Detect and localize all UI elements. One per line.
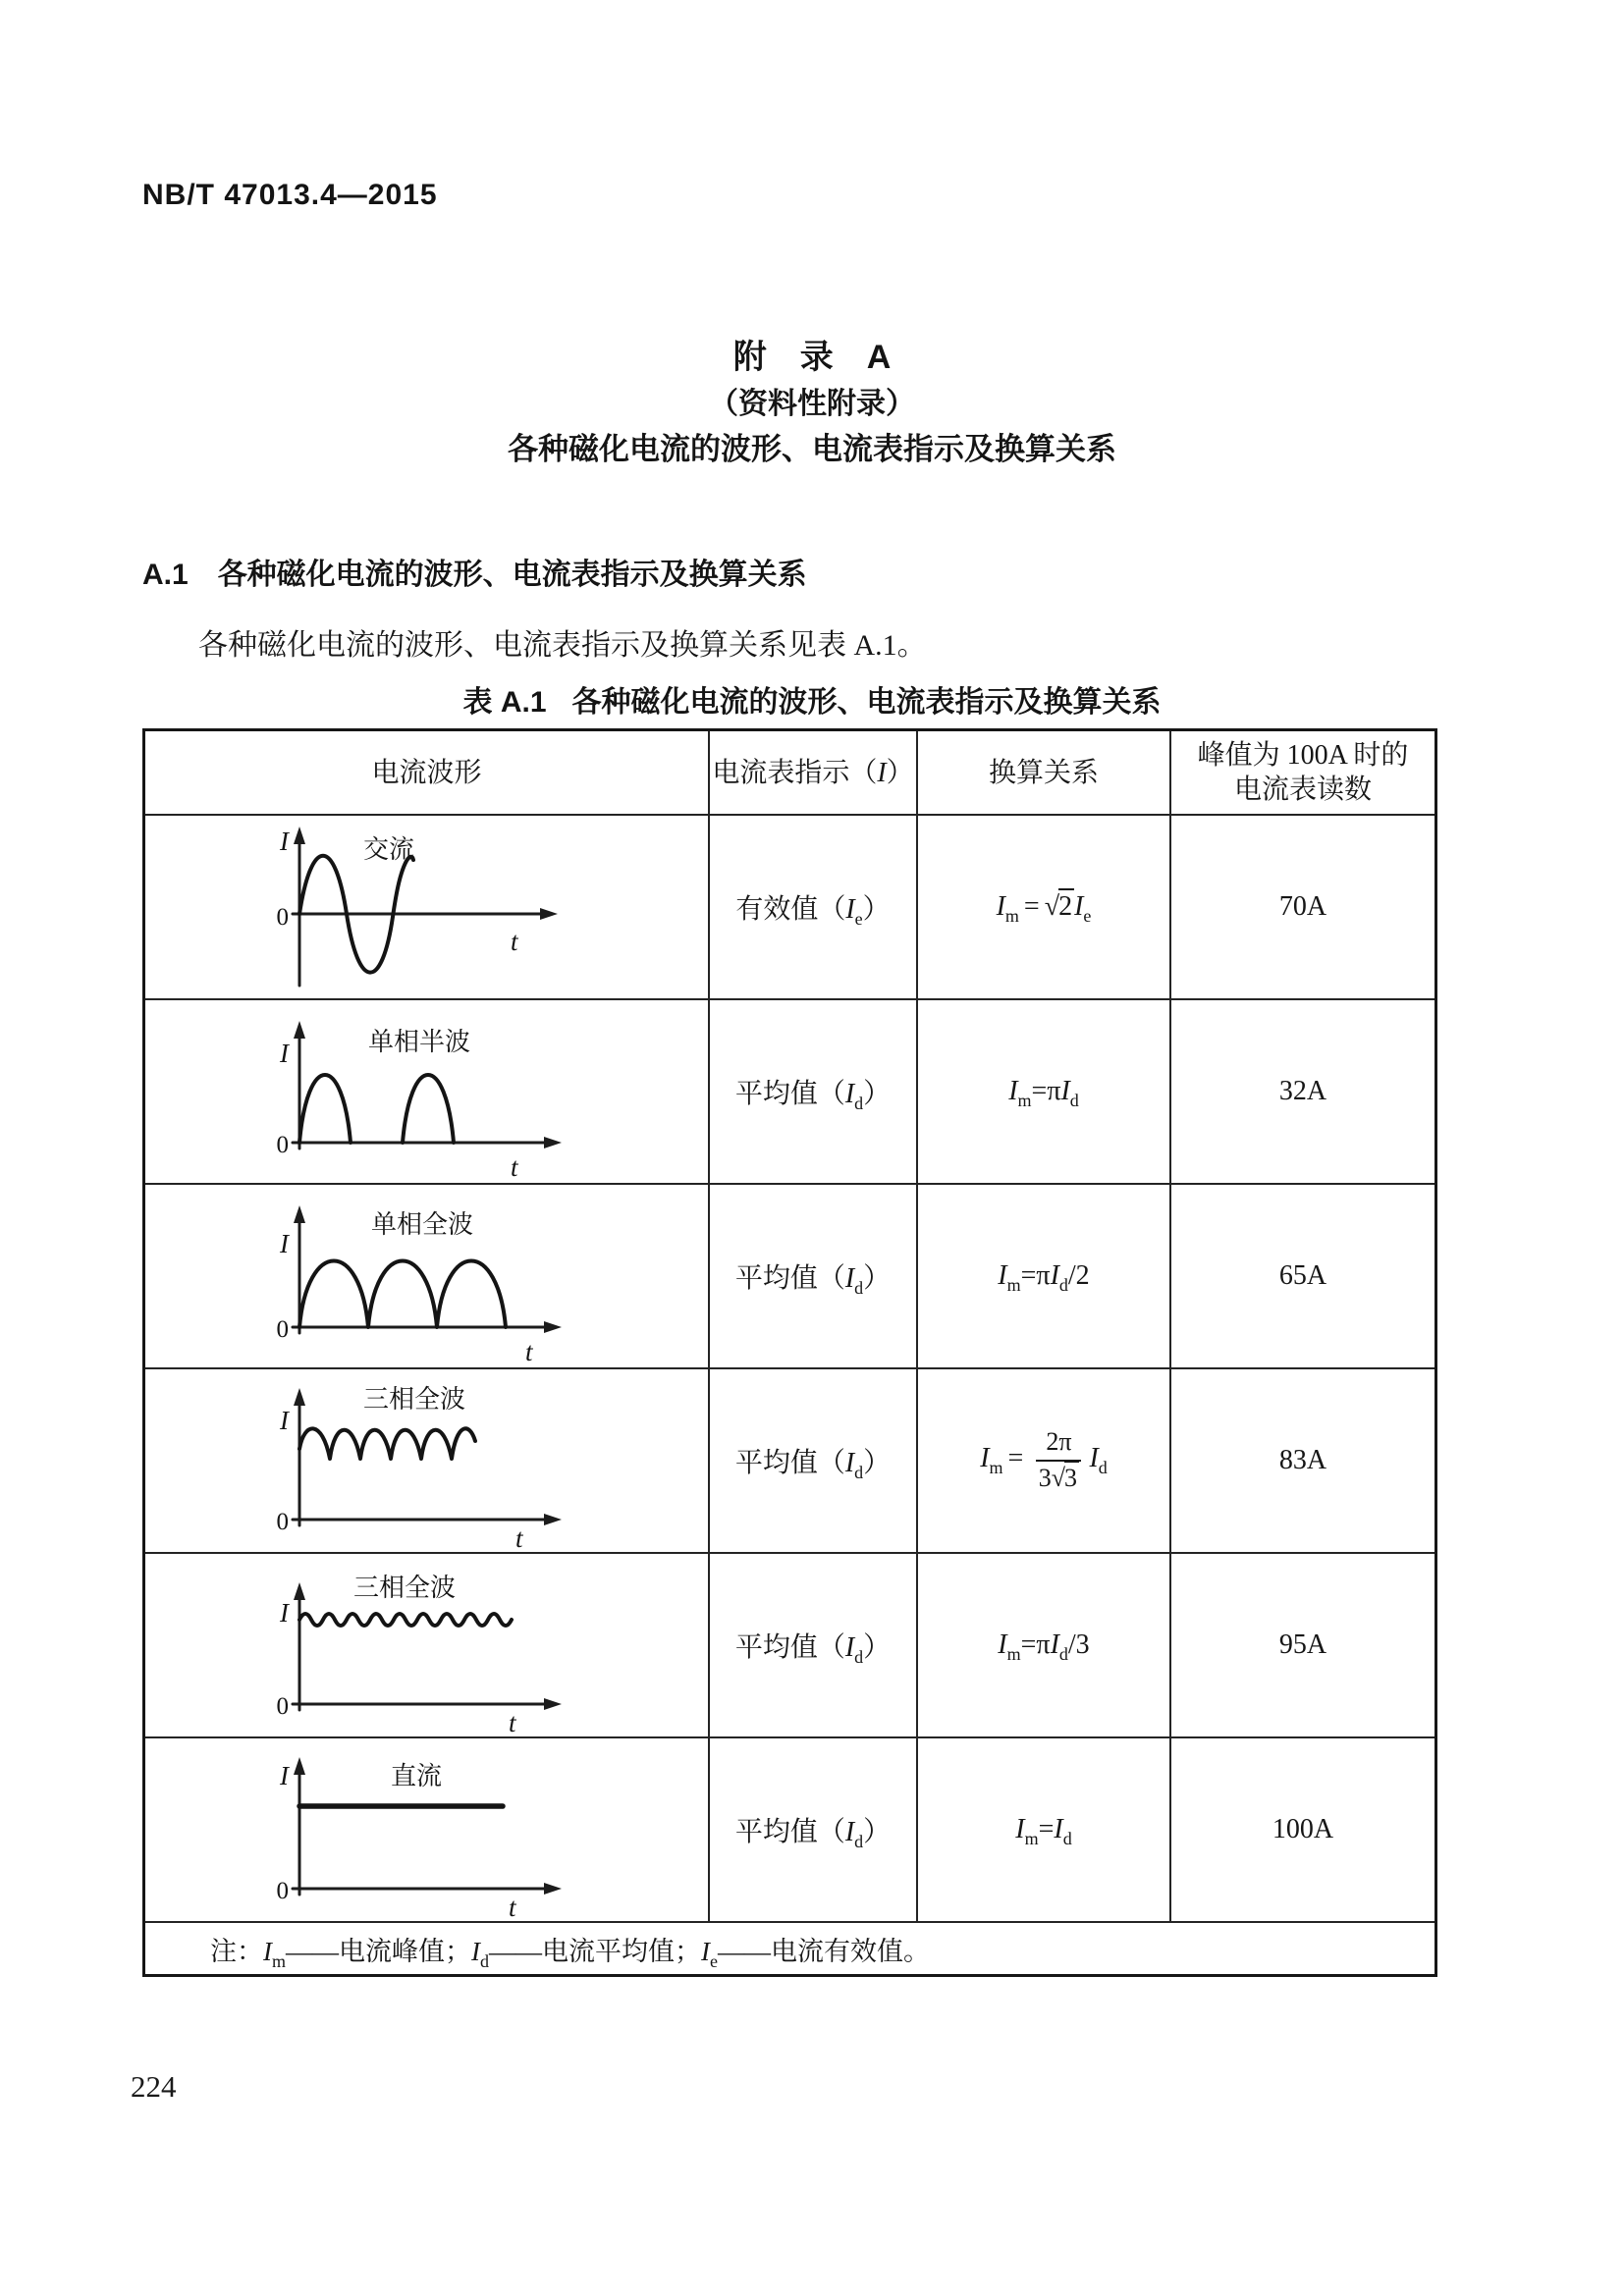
ac-waveform-figure (216, 819, 638, 995)
formula-lhs-sub: m (1004, 906, 1019, 926)
formula-lhs: I (1008, 1076, 1018, 1106)
section-number: A.1 (142, 559, 189, 591)
formula-lhs-sub: m (1006, 1275, 1021, 1295)
indication-pre: 平均值（ (734, 1079, 845, 1109)
table-note (145, 1923, 1435, 1974)
note-segment-1: ——电流峰值； (286, 1936, 472, 1966)
appendix-heading: 各种磁化电流的波形、电流表指示及换算关系 (508, 432, 1116, 466)
formula-text (1015, 1814, 1072, 1848)
indication-symbol: I (844, 1632, 855, 1663)
arrowhead-right-icon (544, 1137, 562, 1148)
formula-cell (918, 816, 1171, 1000)
arrowhead-right-icon (544, 1321, 562, 1333)
formula-rhs: I (1060, 1076, 1070, 1106)
formula-cell (918, 1000, 1171, 1185)
axis-t-label: t (508, 1893, 516, 1918)
formula-relation: = (1007, 1443, 1024, 1474)
formula-lhs: I (980, 1443, 990, 1474)
radical-sign: √ (1051, 1464, 1065, 1492)
origin-label: 0 (276, 1509, 289, 1535)
indication-text (735, 1256, 891, 1296)
axis-i-label: I (279, 1406, 289, 1435)
wave-label: 直流 (390, 1762, 442, 1790)
axis-t-label: t (514, 1523, 523, 1549)
arrowhead-up-icon (294, 1582, 305, 1600)
arrowhead-up-icon (294, 1757, 305, 1775)
wave-label: 单相半波 (367, 1028, 470, 1056)
formula-lhs: I (1015, 1814, 1025, 1844)
body-paragraph: 各种磁化电流的波形、电流表指示及换算关系见表 A.1。 (198, 629, 927, 662)
radical-sign: √ (1044, 891, 1059, 922)
formula-cell (918, 1738, 1171, 1923)
formula-lhs: I (996, 891, 1005, 922)
arrowhead-up-icon (294, 1021, 305, 1039)
reading-cell: 32A (1171, 1000, 1435, 1185)
axis-t-label: t (510, 1152, 518, 1180)
indication-post: ） (862, 894, 891, 925)
radical-argument: 2 (1058, 888, 1074, 922)
page-number: 224 (131, 2069, 177, 2104)
reading-cell: 65A (1171, 1185, 1435, 1369)
reading-cell: 100A (1171, 1738, 1435, 1923)
denominator-coefficient: 3 (1038, 1464, 1052, 1492)
indication-cell (710, 1185, 918, 1369)
reading-cell: 70A (1171, 816, 1435, 1000)
waveform-cell-dc (145, 1738, 710, 1923)
formula-text (980, 1428, 1108, 1492)
indication-text (735, 887, 890, 927)
formula-text (996, 891, 1092, 926)
formula-lhs-sub: m (989, 1458, 1003, 1478)
formula-rhs: I (1050, 1260, 1059, 1291)
formula-rhs: I (1089, 1443, 1099, 1474)
formula-text (1008, 1076, 1079, 1110)
indication-symbol: I (845, 894, 855, 925)
formula-cell (918, 1185, 1171, 1369)
note-sub-e: e (710, 1950, 719, 1971)
origin-label: 0 (276, 1878, 289, 1904)
indication-cell (710, 816, 918, 1000)
radical-argument: 3 (1064, 1461, 1079, 1492)
waveform-cell-three-phase (145, 1369, 710, 1554)
note-sub-m: m (272, 1950, 287, 1971)
arrowhead-up-icon (294, 827, 305, 844)
formula-relation: = (1023, 891, 1040, 922)
formula-lhs: I (998, 1260, 1007, 1291)
origin-label: 0 (276, 1132, 289, 1158)
note-symbol-id: I (471, 1936, 481, 1966)
indication-pre: 有效值（ (735, 894, 846, 925)
indication-symbol: I (844, 1079, 855, 1109)
formula-tail: /2 (1067, 1260, 1090, 1291)
indication-cell (710, 1369, 918, 1554)
indication-text (735, 1810, 891, 1849)
axis-t-label: t (508, 1708, 516, 1734)
axis-i-label: I (279, 1039, 289, 1068)
half-wave-figure (216, 1003, 638, 1180)
indication-pre: 平均值（ (734, 1448, 845, 1478)
reading-cell: 95A (1171, 1554, 1435, 1738)
waveform-cell-full-wave (145, 1185, 710, 1369)
formula-relation: =π (1020, 1629, 1051, 1660)
indication-text (735, 1072, 891, 1111)
axis-t-label: t (510, 927, 518, 956)
axis-i-label: I (279, 827, 289, 856)
three-phase-ripple-figure (216, 1557, 638, 1734)
arrowhead-right-icon (544, 1514, 562, 1525)
waveform-cell-ac (145, 816, 710, 1000)
axis-t-label: t (524, 1337, 533, 1364)
arrowhead-up-icon (294, 1205, 305, 1223)
full-wave-figure (216, 1188, 638, 1364)
note-prefix: 注： (210, 1936, 263, 1966)
wave-label: 交流 (362, 835, 414, 864)
header-current-waveform: 电流波形 (145, 731, 710, 816)
indication-pre: 平均值（ (734, 1263, 845, 1294)
formula-cell (918, 1554, 1171, 1738)
formula-text (998, 1629, 1090, 1664)
indication-subscript: e (854, 909, 863, 929)
axis-i-label: I (279, 1229, 289, 1258)
formula-rhs-sub: d (1058, 1275, 1068, 1295)
indication-cell (710, 1000, 918, 1185)
section-title: 各种磁化电流的波形、电流表指示及换算关系 (217, 559, 807, 591)
formula-rhs: I (1050, 1629, 1059, 1660)
note-symbol-ie: I (701, 1936, 711, 1966)
formula-lhs-sub: m (1017, 1091, 1032, 1110)
header-indication-post: ） (886, 757, 914, 788)
origin-label: 0 (276, 904, 289, 931)
axis-i-label: I (279, 1761, 289, 1790)
formula-text (998, 1260, 1090, 1295)
arrowhead-up-icon (294, 1388, 305, 1406)
indication-subscript: d (854, 1832, 864, 1851)
indication-subscript: d (854, 1647, 864, 1667)
formula-rhs-sub: d (1098, 1458, 1108, 1478)
header-reading-at-100a (1171, 731, 1435, 816)
wave-label: 三相全波 (352, 1574, 456, 1602)
note-segment-3: ——电流有效值。 (718, 1936, 931, 1966)
table-a1 (142, 728, 1437, 1977)
appendix-title: 附 录 A (732, 339, 892, 376)
formula-lhs: I (998, 1629, 1007, 1660)
formula-tail: /3 (1067, 1629, 1090, 1660)
note-symbol-im: I (263, 1936, 272, 1966)
header-reading-line2: 电流表读数 (1233, 774, 1372, 805)
waveform-cell-half-wave (145, 1000, 710, 1185)
wave-label: 单相全波 (370, 1210, 473, 1239)
indication-pre: 平均值（ (734, 1632, 845, 1663)
indication-symbol: I (844, 1448, 855, 1478)
section-heading (142, 550, 807, 593)
header-ammeter-indication (710, 731, 918, 816)
indication-cell (710, 1554, 918, 1738)
formula-rhs-sub: e (1083, 906, 1092, 926)
table-caption-label: 表 A.1 (462, 686, 547, 719)
formula-rhs-sub: d (1058, 1644, 1068, 1664)
indication-post: ） (863, 1448, 892, 1478)
header-indication-text (712, 756, 913, 790)
arrowhead-right-icon (540, 908, 558, 920)
formula-relation: =π (1020, 1260, 1051, 1291)
indication-symbol: I (844, 1263, 855, 1294)
arrowhead-right-icon (544, 1698, 562, 1710)
indication-subscript: d (854, 1094, 864, 1113)
header-reading-line1: 峰值为 100A 时的 (1197, 740, 1409, 771)
formula-rhs-sub: d (1069, 1091, 1079, 1110)
reading-cell: 83A (1171, 1369, 1435, 1554)
indication-subscript: d (854, 1278, 864, 1298)
arrowhead-right-icon (544, 1883, 562, 1895)
table-caption (0, 677, 1624, 721)
indication-cell (710, 1738, 918, 1923)
indication-post: ） (863, 1817, 892, 1847)
note-sub-d: d (480, 1950, 490, 1971)
indication-post: ） (863, 1079, 892, 1109)
dc-figure (216, 1741, 638, 1918)
formula-rhs: I (1054, 1814, 1063, 1844)
standard-number: NB/T 47013.4—2015 (142, 179, 438, 211)
axis-i-label: I (279, 1598, 289, 1628)
note-text (210, 1930, 931, 1971)
waveform-cell-three-phase-ripple (145, 1554, 710, 1738)
wave-label: 三相全波 (362, 1385, 465, 1414)
header-indication-pre: 电流表指示（ (712, 757, 878, 788)
appendix-subtitle: （资料性附录） (709, 388, 915, 420)
indication-subscript: d (854, 1463, 864, 1482)
indication-post: ） (863, 1632, 892, 1663)
indication-pre: 平均值（ (734, 1817, 845, 1847)
formula-rhs-sub: d (1062, 1829, 1072, 1848)
table-caption-text: 各种磁化电流的波形、电流表指示及换算关系 (571, 686, 1162, 719)
formula-relation: =π (1031, 1076, 1061, 1106)
indication-text (735, 1626, 891, 1665)
fraction-denominator (1039, 1462, 1079, 1493)
formula-lhs-sub: m (1006, 1644, 1021, 1664)
origin-label: 0 (276, 1316, 289, 1343)
fraction (1036, 1428, 1081, 1492)
indication-post: ） (863, 1263, 892, 1294)
header-conversion-relation: 换算关系 (918, 731, 1171, 816)
formula-relation: = (1038, 1814, 1055, 1844)
indication-text (735, 1441, 891, 1480)
fraction-numerator: 2π (1036, 1428, 1081, 1462)
note-segment-2: ——电流平均值； (489, 1936, 702, 1966)
three-phase-figure (216, 1372, 638, 1549)
formula-rhs: I (1074, 891, 1084, 922)
indication-symbol: I (844, 1817, 855, 1847)
formula-cell (918, 1369, 1171, 1554)
origin-label: 0 (276, 1693, 289, 1720)
header-indication-symbol: I (877, 757, 887, 788)
formula-lhs-sub: m (1024, 1829, 1039, 1848)
